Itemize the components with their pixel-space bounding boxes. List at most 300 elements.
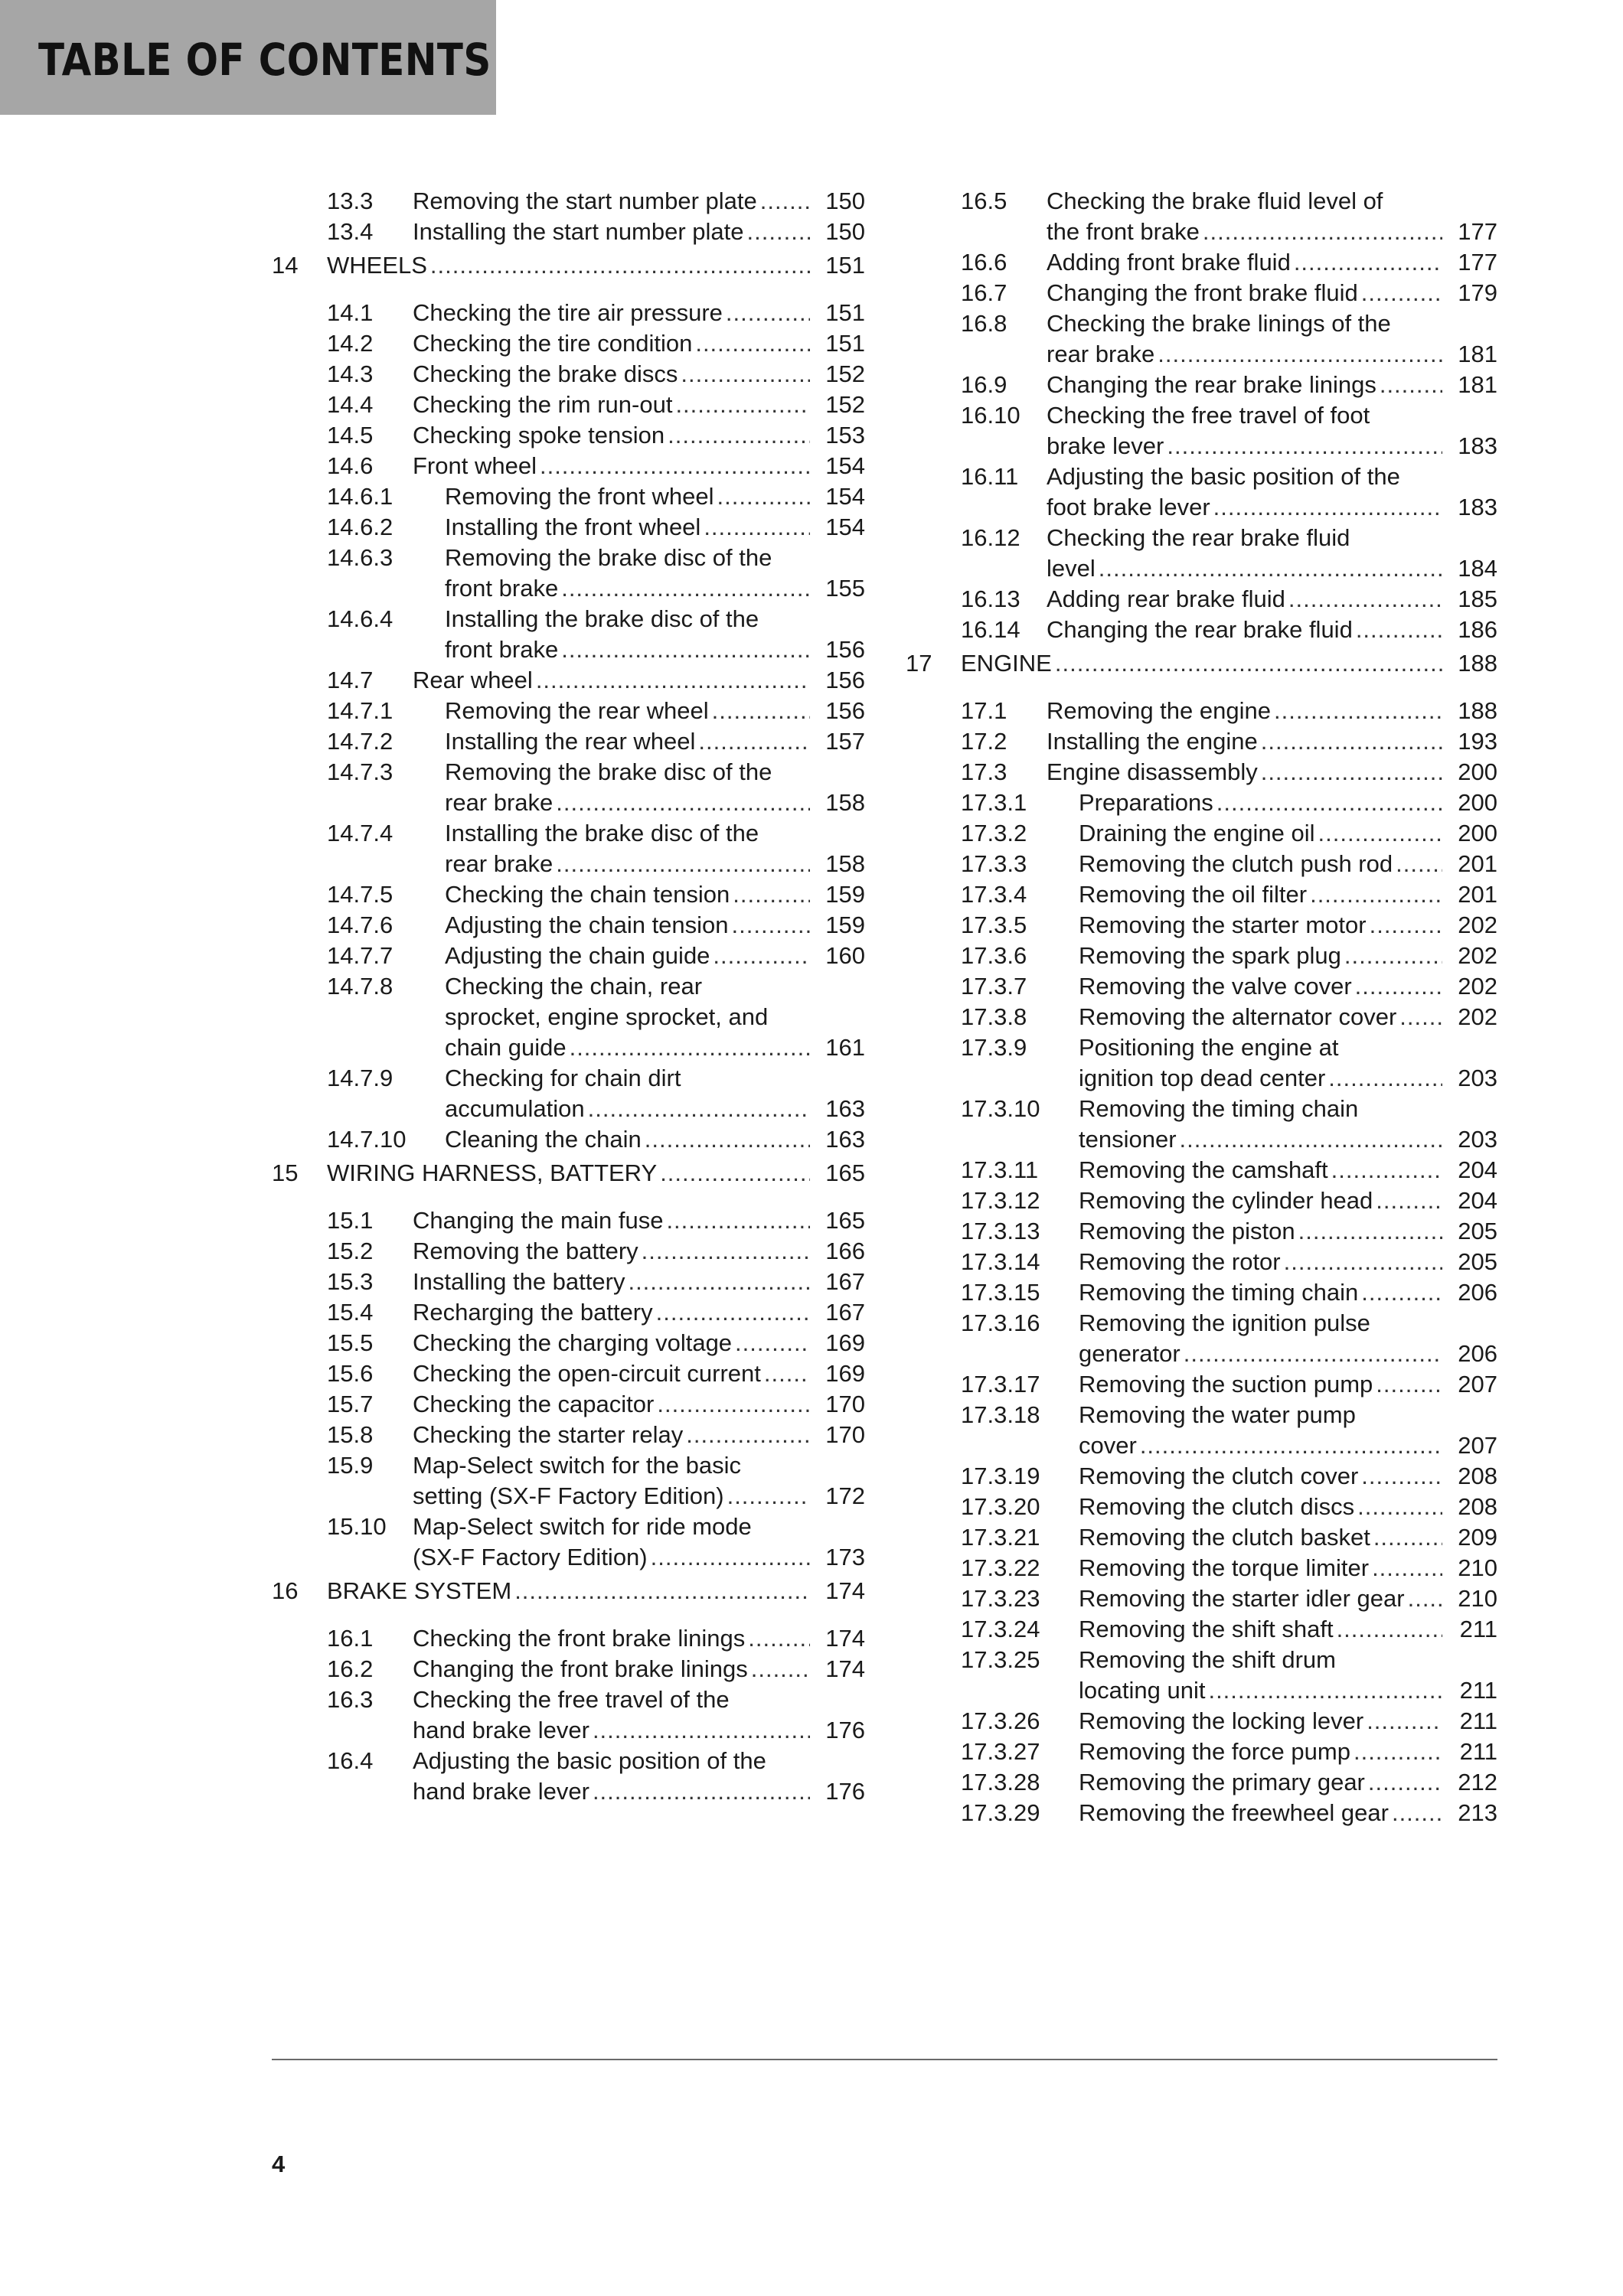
- toc-entry-number: 15.3: [327, 1268, 374, 1295]
- toc-entry-number: 16.10: [961, 402, 1020, 429]
- toc-entry-page: 208: [1458, 1493, 1497, 1520]
- toc-entry-page: 183: [1458, 432, 1497, 459]
- footer-divider: [272, 2059, 1497, 2060]
- toc-entry-page: 211: [1459, 1738, 1497, 1765]
- toc-entry-17-3-25[interactable]: [906, 1645, 1497, 1706]
- toc-entry-15-8[interactable]: [272, 1420, 865, 1450]
- toc-entry-16-3[interactable]: [272, 1684, 865, 1746]
- toc-entry-number: 17.2: [961, 728, 1007, 755]
- toc-entry-16-7[interactable]: [906, 278, 1497, 308]
- toc-entry-title: Removing the shift shaft: [1079, 1616, 1334, 1642]
- dot-leader: [1294, 247, 1442, 278]
- toc-entry-15[interactable]: [272, 1158, 865, 1189]
- toc-entry-number: 17.3.23: [961, 1585, 1040, 1612]
- dot-leader: [1261, 757, 1442, 788]
- toc-entry-16-2[interactable]: [272, 1654, 865, 1684]
- toc-entry-page: 185: [1458, 585, 1497, 612]
- toc-entry-17-3-9[interactable]: [906, 1032, 1497, 1094]
- toc-entry-title: Adjusting the chain tension: [445, 912, 729, 938]
- toc-entry-title: hand brake lever: [413, 1778, 589, 1805]
- toc-entry-number: 17.3.1: [961, 789, 1027, 816]
- dot-leader: [727, 1481, 810, 1512]
- toc-entry-14-7-9[interactable]: [272, 1063, 865, 1124]
- dot-leader: [514, 1576, 810, 1606]
- toc-entry-17-3-3[interactable]: [906, 849, 1497, 879]
- toc-entry-page: 207: [1458, 1371, 1497, 1397]
- toc-entry-number: 14: [272, 252, 299, 279]
- toc-entry-16-14[interactable]: [906, 615, 1497, 645]
- toc-entry-16-8[interactable]: [906, 308, 1497, 370]
- toc-entry-15-4[interactable]: [272, 1297, 865, 1328]
- toc-entry-title-line: Positioning the engine at: [1079, 1034, 1339, 1061]
- toc-entry-page: 154: [825, 514, 865, 540]
- toc-entry-14-6[interactable]: [272, 451, 865, 481]
- toc-entry-page: 186: [1458, 616, 1497, 643]
- toc-entry-number: 14.7.9: [327, 1065, 394, 1091]
- toc-entry-number: 16.13: [961, 585, 1020, 612]
- toc-entry-17-3-24[interactable]: [906, 1614, 1497, 1645]
- toc-entry-page: 177: [1458, 218, 1497, 245]
- toc-entry-title-line: Removing the brake disc of the: [445, 544, 772, 571]
- toc-entry-page: 170: [825, 1421, 865, 1448]
- dot-leader: [1288, 584, 1442, 615]
- toc-entry-14-6-2[interactable]: [272, 512, 865, 543]
- dot-leader: [1099, 553, 1442, 584]
- toc-entry-number: 14.6.1: [327, 483, 394, 510]
- toc-entry-title: Checking the rim run-out: [413, 391, 673, 418]
- toc-entry-title: ENGINE: [961, 650, 1052, 677]
- toc-entry-17-2[interactable]: [906, 726, 1497, 757]
- toc-entry-title: Checking the front brake linings: [413, 1625, 746, 1652]
- dot-leader: [1328, 1063, 1442, 1094]
- toc-entry-title: Changing the rear brake linings: [1047, 371, 1376, 398]
- toc-entry-page: 210: [1458, 1554, 1497, 1581]
- dot-leader: [695, 328, 810, 359]
- toc-entry-number: 17.3.29: [961, 1799, 1040, 1826]
- toc-entry-title: Draining the engine oil: [1079, 820, 1315, 846]
- toc-entry-title: Recharging the battery: [413, 1299, 653, 1326]
- toc-entry-number: 15.5: [327, 1329, 374, 1356]
- toc-entry-page: 176: [825, 1717, 865, 1743]
- toc-entry-title-line: Checking the rear brake fluid: [1047, 524, 1350, 551]
- toc-entry-title: Removing the starter idler gear: [1079, 1585, 1405, 1612]
- dot-leader: [645, 1124, 810, 1155]
- dot-leader: [1310, 879, 1442, 910]
- toc-entry-14-7-2[interactable]: [272, 726, 865, 757]
- toc-entry-title: WIRING HARNESS, BATTERY: [327, 1159, 658, 1186]
- toc-entry-title: Removing the front wheel: [445, 483, 714, 510]
- toc-entry-title: ignition top dead center: [1079, 1065, 1326, 1091]
- toc-entry-17-3-4[interactable]: [906, 879, 1497, 910]
- dot-leader: [556, 788, 810, 818]
- dot-leader: [698, 726, 810, 757]
- toc-entry-17-3-5[interactable]: [906, 910, 1497, 941]
- toc-entry-page: 205: [1458, 1218, 1497, 1244]
- toc-entry-17-3-26[interactable]: [906, 1706, 1497, 1737]
- toc-column-right: [906, 186, 1497, 1828]
- toc-entry-title: Checking the charging voltage: [413, 1329, 733, 1356]
- dot-leader: [642, 1236, 810, 1267]
- toc-entry-17-3-2[interactable]: [906, 818, 1497, 849]
- toc-entry-title: Removing the torque limiter: [1079, 1554, 1370, 1581]
- toc-entry-number: 14.7.6: [327, 912, 394, 938]
- toc-entry-14-7-3[interactable]: [272, 757, 865, 818]
- toc-entry-page: 203: [1458, 1126, 1497, 1153]
- toc-entry-16-9[interactable]: [906, 370, 1497, 400]
- toc-entry-15-6[interactable]: [272, 1358, 865, 1389]
- toc-entry-14[interactable]: [272, 250, 865, 281]
- dot-leader: [561, 634, 810, 665]
- toc-entry-14-7-5[interactable]: [272, 879, 865, 910]
- dot-leader: [1318, 818, 1443, 849]
- toc-entry-title: Removing the force pump: [1079, 1738, 1350, 1765]
- toc-entry-14-5[interactable]: [272, 420, 865, 451]
- toc-entry-title-line: Checking for chain dirt: [445, 1065, 681, 1091]
- toc-entry-title: (SX-F Factory Edition): [413, 1544, 648, 1570]
- toc-entry-16-4[interactable]: [272, 1746, 865, 1807]
- toc-entry-page: 206: [1458, 1279, 1497, 1306]
- toc-entry-title: Checking the chain tension: [445, 881, 730, 908]
- toc-entry-title: accumulation: [445, 1095, 585, 1122]
- dot-leader: [1361, 278, 1442, 308]
- toc-entry-16-12[interactable]: [906, 523, 1497, 584]
- toc-entry-15-5[interactable]: [272, 1328, 865, 1358]
- toc-entry-number: 17.3.19: [961, 1463, 1040, 1489]
- toc-entry-17-3-19[interactable]: [906, 1461, 1497, 1492]
- toc-entry-14-3[interactable]: [272, 359, 865, 390]
- dot-leader: [681, 359, 810, 390]
- toc-entry-title: Installing the front wheel: [445, 514, 701, 540]
- dot-leader: [1361, 1461, 1442, 1492]
- dot-leader: [735, 1328, 810, 1358]
- dot-leader: [712, 696, 810, 726]
- dot-leader: [751, 1654, 810, 1684]
- dot-leader: [651, 1542, 810, 1573]
- toc-entry-title: Adjusting the chain guide: [445, 942, 710, 969]
- toc-entry-page: 152: [825, 391, 865, 418]
- toc-entry-page: 161: [825, 1034, 865, 1061]
- toc-entry-title: rear brake: [445, 789, 554, 816]
- dot-leader: [726, 298, 810, 328]
- dot-leader: [593, 1776, 810, 1807]
- toc-entry-number: 14.6: [327, 452, 374, 479]
- toc-entry-page: 170: [825, 1391, 865, 1417]
- toc-entry-title: Checking spoke tension: [413, 422, 665, 448]
- toc-entry-number: 17.3.16: [961, 1309, 1040, 1336]
- toc-entry-14-6-1[interactable]: [272, 481, 865, 512]
- dot-leader: [668, 420, 810, 451]
- toc-entry-title-line: Installing the brake disc of the: [445, 605, 759, 632]
- toc-entry-title: Checking the tire air pressure: [413, 299, 723, 326]
- dot-leader: [556, 849, 810, 879]
- toc-entry-page: 159: [825, 912, 865, 938]
- toc-entry-title-line: Checking the free travel of the: [413, 1686, 730, 1713]
- toc-entry-number: 17.3.7: [961, 973, 1027, 1000]
- dot-leader: [1367, 1706, 1442, 1737]
- toc-entry-title: Removing the piston: [1079, 1218, 1295, 1244]
- toc-entry-page: 211: [1459, 1616, 1497, 1642]
- toc-entry-title: Removing the alternator cover: [1079, 1003, 1397, 1030]
- toc-entry-17-3-20[interactable]: [906, 1492, 1497, 1522]
- toc-entry-page: 174: [825, 1625, 865, 1652]
- toc-entry-14-2[interactable]: [272, 328, 865, 359]
- toc-entry-page: 159: [825, 881, 865, 908]
- dot-leader: [747, 217, 810, 247]
- toc-entry-title-line: Checking the brake fluid level of: [1047, 188, 1383, 214]
- toc-entry-16-13[interactable]: [906, 584, 1497, 615]
- dot-leader: [1344, 941, 1442, 971]
- dot-leader: [1180, 1124, 1442, 1155]
- toc-entry-number: 14.3: [327, 360, 374, 387]
- toc-entry-title: locating unit: [1079, 1677, 1206, 1704]
- toc-entry-title-line: Map-Select switch for the basic: [413, 1452, 742, 1479]
- toc-entry-page: 193: [1458, 728, 1497, 755]
- toc-entry-page: 160: [825, 942, 865, 969]
- toc-entry-title: tensioner: [1079, 1126, 1177, 1153]
- dot-leader: [430, 250, 810, 281]
- dot-leader: [1203, 217, 1442, 247]
- toc-entry-17-3-16[interactable]: [906, 1308, 1497, 1369]
- toc-entry-15-2[interactable]: [272, 1236, 865, 1267]
- toc-entry-page: 209: [1458, 1524, 1497, 1551]
- toc-entry-title: Changing the front brake fluid: [1047, 279, 1358, 306]
- toc-entry-number: 15.6: [327, 1360, 374, 1387]
- toc-entry-14-7[interactable]: [272, 665, 865, 696]
- toc-entry-title-line: Removing the water pump: [1079, 1401, 1356, 1428]
- toc-entry-17-3-17[interactable]: [906, 1369, 1497, 1400]
- toc-entry-title: Removing the start number plate: [413, 188, 757, 214]
- toc-entry-title: the front brake: [1047, 218, 1200, 245]
- toc-entry-13-4[interactable]: [272, 217, 865, 247]
- dot-leader: [628, 1267, 810, 1297]
- toc-entry-16[interactable]: [272, 1576, 865, 1606]
- toc-entry-14-7-7[interactable]: [272, 941, 865, 971]
- toc-entry-title-line: Removing the ignition pulse: [1079, 1309, 1370, 1336]
- toc-entry-page: 179: [1458, 279, 1497, 306]
- toc-entry-17-3-11[interactable]: [906, 1155, 1497, 1186]
- toc-entry-15-9[interactable]: [272, 1450, 865, 1512]
- toc-entry-page: 205: [1458, 1248, 1497, 1275]
- toc-entry-title: Removing the suction pump: [1079, 1371, 1373, 1397]
- dot-leader: [717, 481, 810, 512]
- toc-entry-13-3[interactable]: [272, 186, 865, 217]
- toc-entry-17-3[interactable]: [906, 757, 1497, 788]
- toc-entry-page: 181: [1458, 341, 1497, 367]
- toc-entry-number: 16.3: [327, 1686, 374, 1713]
- toc-entry-14-6-3[interactable]: [272, 543, 865, 604]
- toc-entry-number: 17.3.13: [961, 1218, 1040, 1244]
- toc-entry-page: 151: [825, 299, 865, 326]
- toc-entry-17[interactable]: [906, 648, 1497, 679]
- toc-entry-17-3-13[interactable]: [906, 1216, 1497, 1247]
- toc-entry-17-3-28[interactable]: [906, 1767, 1497, 1798]
- toc-entry-17-3-18[interactable]: [906, 1400, 1497, 1461]
- dot-leader: [570, 1032, 810, 1063]
- toc-entry-page: 156: [825, 667, 865, 693]
- toc-entry-page: 151: [825, 330, 865, 357]
- dot-leader: [561, 573, 810, 604]
- toc-entry-number: 14.6.4: [327, 605, 394, 632]
- toc-entry-page: 174: [825, 1655, 865, 1682]
- toc-entry-title: Adding rear brake fluid: [1047, 585, 1285, 612]
- toc-entry-16-11[interactable]: [906, 461, 1497, 523]
- toc-entry-14-7-10[interactable]: [272, 1124, 865, 1155]
- toc-entry-title-line: Installing the brake disc of the: [445, 820, 759, 846]
- toc-entry-17-3-12[interactable]: [906, 1186, 1497, 1216]
- toc-entry-title: Changing the rear brake fluid: [1047, 616, 1353, 643]
- toc-entry-16-6[interactable]: [906, 247, 1497, 278]
- toc-entry-17-3-29[interactable]: [906, 1798, 1497, 1828]
- dot-leader: [1158, 339, 1442, 370]
- toc-entry-17-3-27[interactable]: [906, 1737, 1497, 1767]
- toc-entry-number: 17.3.21: [961, 1524, 1040, 1551]
- toc-entry-17-3-1[interactable]: [906, 788, 1497, 818]
- toc-entry-15-7[interactable]: [272, 1389, 865, 1420]
- toc-entry-15-10[interactable]: [272, 1512, 865, 1573]
- toc-entry-page: 200: [1458, 758, 1497, 785]
- toc-entry-title: Checking the capacitor: [413, 1391, 655, 1417]
- toc-entry-title: Removing the rear wheel: [445, 697, 709, 724]
- toc-entry-title-line: Checking the chain, rear: [445, 973, 703, 1000]
- toc-entry-page: 202: [1458, 1003, 1497, 1030]
- toc-entry-title: foot brake lever: [1047, 494, 1210, 520]
- toc-entry-15-3[interactable]: [272, 1267, 865, 1297]
- toc-entry-title: Removing the battery: [413, 1238, 638, 1264]
- toc-entry-title: setting (SX-F Factory Edition): [413, 1482, 724, 1509]
- toc-entry-number: 16.7: [961, 279, 1007, 306]
- toc-entry-14-7-4[interactable]: [272, 818, 865, 879]
- toc-entry-number: 16.2: [327, 1655, 374, 1682]
- toc-entry-page: 204: [1458, 1187, 1497, 1214]
- toc-entry-page: 201: [1458, 850, 1497, 877]
- toc-entry-number: 16.14: [961, 616, 1020, 643]
- toc-entry-page: 165: [825, 1159, 865, 1186]
- toc-entry-page: 212: [1458, 1769, 1497, 1795]
- toc-entry-number: 17.3.25: [961, 1646, 1040, 1673]
- dot-leader: [1261, 726, 1442, 757]
- toc-entry-17-3-21[interactable]: [906, 1522, 1497, 1553]
- toc-entry-title: Removing the primary gear: [1079, 1769, 1365, 1795]
- dot-leader: [1213, 492, 1442, 523]
- toc-entry-title: WHEELS: [327, 252, 427, 279]
- toc-entry-number: 17.3.5: [961, 912, 1027, 938]
- dot-leader: [1140, 1430, 1442, 1461]
- toc-entry-14-7-1[interactable]: [272, 696, 865, 726]
- toc-entry-title: Installing the engine: [1047, 728, 1258, 755]
- toc-entry-page: 202: [1458, 912, 1497, 938]
- toc-entry-page: 169: [825, 1329, 865, 1356]
- toc-entry-title: Removing the spark plug: [1079, 942, 1341, 969]
- toc-entry-title-line: Checking the brake linings of the: [1047, 310, 1391, 337]
- toc-entry-page: 157: [825, 728, 865, 755]
- toc-entry-number: 14.5: [327, 422, 374, 448]
- toc-entry-number: 17.3.26: [961, 1707, 1040, 1734]
- dot-leader: [1184, 1339, 1442, 1369]
- toc-entry-17-1[interactable]: [906, 696, 1497, 726]
- toc-entry-number: 14.7.4: [327, 820, 394, 846]
- toc-entry-number: 16.8: [961, 310, 1007, 337]
- toc-entry-14-7-8[interactable]: [272, 971, 865, 1063]
- toc-entry-page: 188: [1458, 650, 1497, 677]
- toc-entry-number: 17.3.27: [961, 1738, 1040, 1765]
- toc-entry-title-line: Removing the timing chain: [1079, 1095, 1359, 1122]
- toc-entry-number: 17.3.2: [961, 820, 1027, 846]
- toc-entry-17-3-7[interactable]: [906, 971, 1497, 1002]
- dot-leader: [660, 1158, 810, 1189]
- toc-entry-number: 17.3.28: [961, 1769, 1040, 1795]
- toc-entry-title: Removing the clutch basket: [1079, 1524, 1370, 1551]
- toc-entry-number: 17.3.10: [961, 1095, 1040, 1122]
- dot-leader: [1216, 788, 1442, 818]
- toc-entry-page: 204: [1458, 1156, 1497, 1183]
- toc-entry-title: Removing the clutch cover: [1079, 1463, 1359, 1489]
- toc-entry-16-1[interactable]: [272, 1623, 865, 1654]
- toc-entry-15-1[interactable]: [272, 1205, 865, 1236]
- toc-entry-17-3-14[interactable]: [906, 1247, 1497, 1277]
- toc-entry-17-3-10[interactable]: [906, 1094, 1497, 1155]
- toc-entry-17-3-8[interactable]: [906, 1002, 1497, 1032]
- toc-entry-title: Cleaning the chain: [445, 1126, 642, 1153]
- toc-entry-title: generator: [1079, 1340, 1181, 1367]
- toc-entry-17-3-15[interactable]: [906, 1277, 1497, 1308]
- dot-leader: [675, 390, 810, 420]
- toc-entry-title: Checking the open-circuit current: [413, 1360, 761, 1387]
- toc-entry-page: 184: [1458, 555, 1497, 582]
- dot-leader: [588, 1094, 810, 1124]
- toc-entry-page: 156: [825, 636, 865, 663]
- toc-entry-title: Checking the tire condition: [413, 330, 693, 357]
- toc-entry-title: Removing the valve cover: [1079, 973, 1352, 1000]
- toc-entry-page: 153: [825, 422, 865, 448]
- toc-entry-page: 211: [1459, 1707, 1497, 1734]
- dot-leader: [657, 1389, 810, 1420]
- dot-leader: [704, 512, 810, 543]
- toc-entry-number: 14.7.10: [327, 1126, 407, 1153]
- toc-entry-14-7-6[interactable]: [272, 910, 865, 941]
- toc-entry-page: 152: [825, 360, 865, 387]
- dot-leader: [732, 910, 810, 941]
- toc-entry-16-10[interactable]: [906, 400, 1497, 461]
- toc-entry-page: 174: [825, 1577, 865, 1604]
- dot-leader: [1392, 1798, 1442, 1828]
- toc-entry-14-1[interactable]: [272, 298, 865, 328]
- toc-entry-17-3-23[interactable]: [906, 1583, 1497, 1614]
- toc-entry-page: 163: [825, 1095, 865, 1122]
- toc-entry-14-6-4[interactable]: [272, 604, 865, 665]
- toc-entry-page: 208: [1458, 1463, 1497, 1489]
- toc-entry-title: hand brake lever: [413, 1717, 589, 1743]
- toc-entry-17-3-6[interactable]: [906, 941, 1497, 971]
- toc-entry-page: 167: [825, 1268, 865, 1295]
- toc-entry-number: 16.1: [327, 1625, 374, 1652]
- toc-entry-page: 165: [825, 1207, 865, 1234]
- page-number: 4: [272, 2151, 286, 2177]
- toc-entry-title: Changing the front brake linings: [413, 1655, 748, 1682]
- toc-entry-16-5[interactable]: [906, 186, 1497, 247]
- toc-entry-title: rear brake: [1047, 341, 1155, 367]
- toc-entry-title: Preparations: [1079, 789, 1213, 816]
- toc-entry-number: 13.4: [327, 218, 374, 245]
- toc-entry-title: Removing the engine: [1047, 697, 1271, 724]
- toc-entry-number: 14.7.1: [327, 697, 394, 724]
- toc-entry-page: 151: [825, 252, 865, 279]
- toc-entry-number: 17.3.17: [961, 1371, 1040, 1397]
- toc-entry-title: Removing the clutch push rod: [1079, 850, 1393, 877]
- toc-entry-14-4[interactable]: [272, 390, 865, 420]
- toc-entry-number: 14.7.8: [327, 973, 394, 1000]
- toc-entry-number: 14.2: [327, 330, 374, 357]
- toc-entry-17-3-22[interactable]: [906, 1553, 1497, 1583]
